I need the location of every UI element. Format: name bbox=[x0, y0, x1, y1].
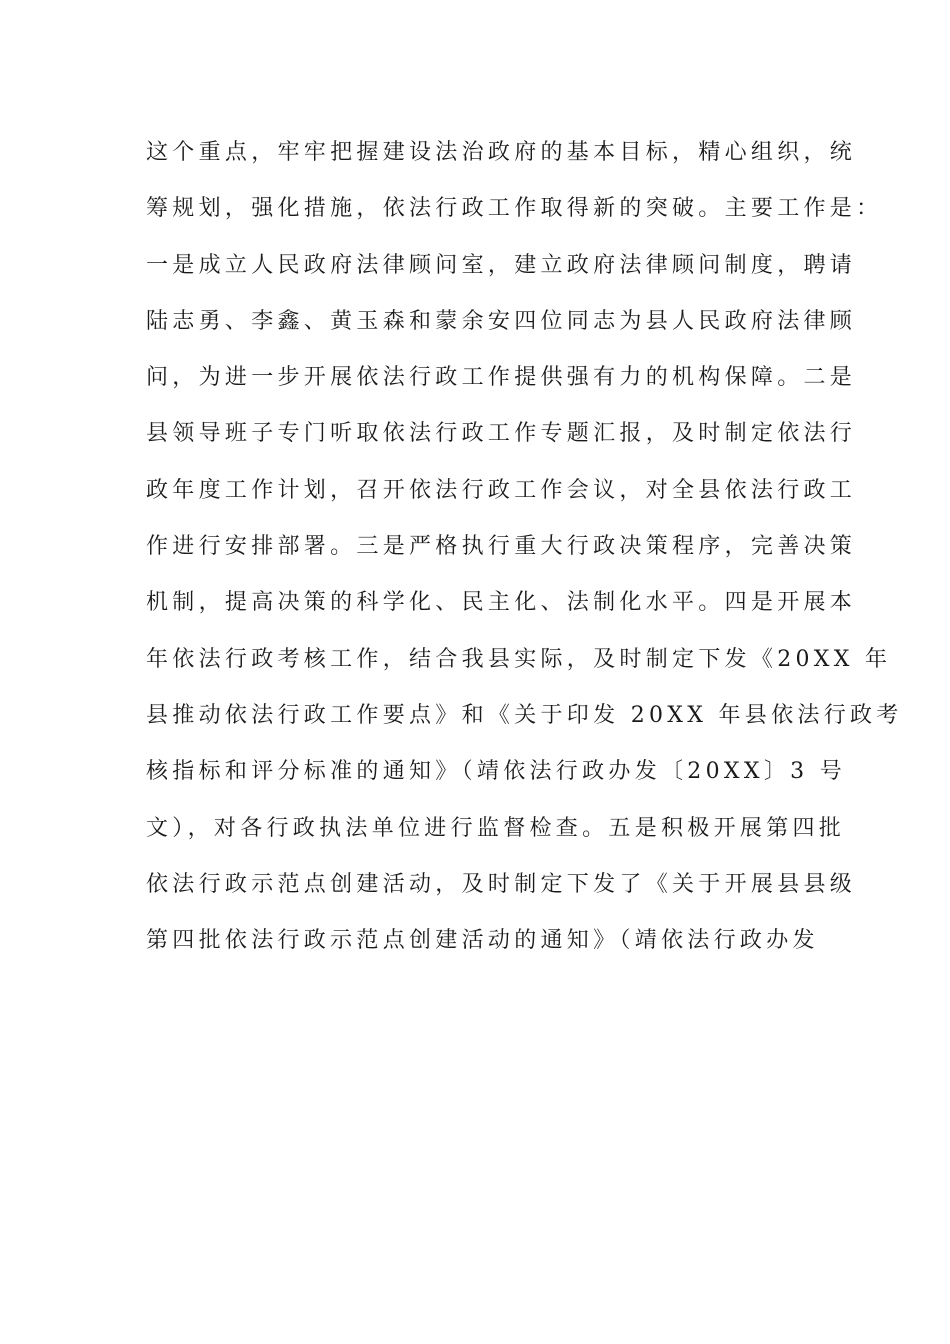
text-line: 机制，提高决策的科学化、民主化、法制化水平。四是开展本 bbox=[146, 590, 857, 616]
text-line: 县领导班子专门听取依法行政工作专题汇报，及时制定依法行 bbox=[146, 421, 857, 447]
body-text bbox=[146, 130, 903, 974]
text-line: 县推动依法行政工作要点》和《关于印发 20XX 年县依法行政考 bbox=[146, 702, 903, 728]
text-line: 政年度工作计划，召开依法行政工作会议，对全县依法行政工 bbox=[146, 477, 857, 503]
text-line: 一是成立人民政府法律顾问室，建立政府法律顾问制度，聘请 bbox=[146, 252, 857, 278]
text-line: 作进行安排部署。三是严格执行重大行政决策程序，完善决策 bbox=[146, 534, 857, 560]
text-line: 依法行政示范点创建活动，及时制定下发了《关于开展县县级 bbox=[146, 871, 857, 897]
text-line: 问，为进一步开展依法行政工作提供强有力的机构保障。二是 bbox=[146, 365, 857, 391]
text-line: 这个重点，牢牢把握建设法治政府的基本目标，精心组织，统 bbox=[146, 140, 857, 165]
text-line: 第四批依法行政示范点创建活动的通知》（靖依法行政办发 bbox=[146, 928, 819, 954]
text-line: 文），对各行政执法单位进行监督检查。五是积极开展第四批 bbox=[146, 815, 846, 841]
text-line: 年依法行政考核工作，结合我县实际，及时制定下发《20XX 年 bbox=[146, 646, 892, 672]
text-line: 核指标和评分标准的通知》（靖依法行政办发〔20XX〕3 号 bbox=[146, 759, 847, 785]
text-line: 筹规划，强化措施，依法行政工作取得新的突破。主要工作是： bbox=[146, 196, 883, 222]
text-line: 陆志勇、李鑫、黄玉森和蒙余安四位同志为县人民政府法律顾 bbox=[146, 308, 857, 334]
